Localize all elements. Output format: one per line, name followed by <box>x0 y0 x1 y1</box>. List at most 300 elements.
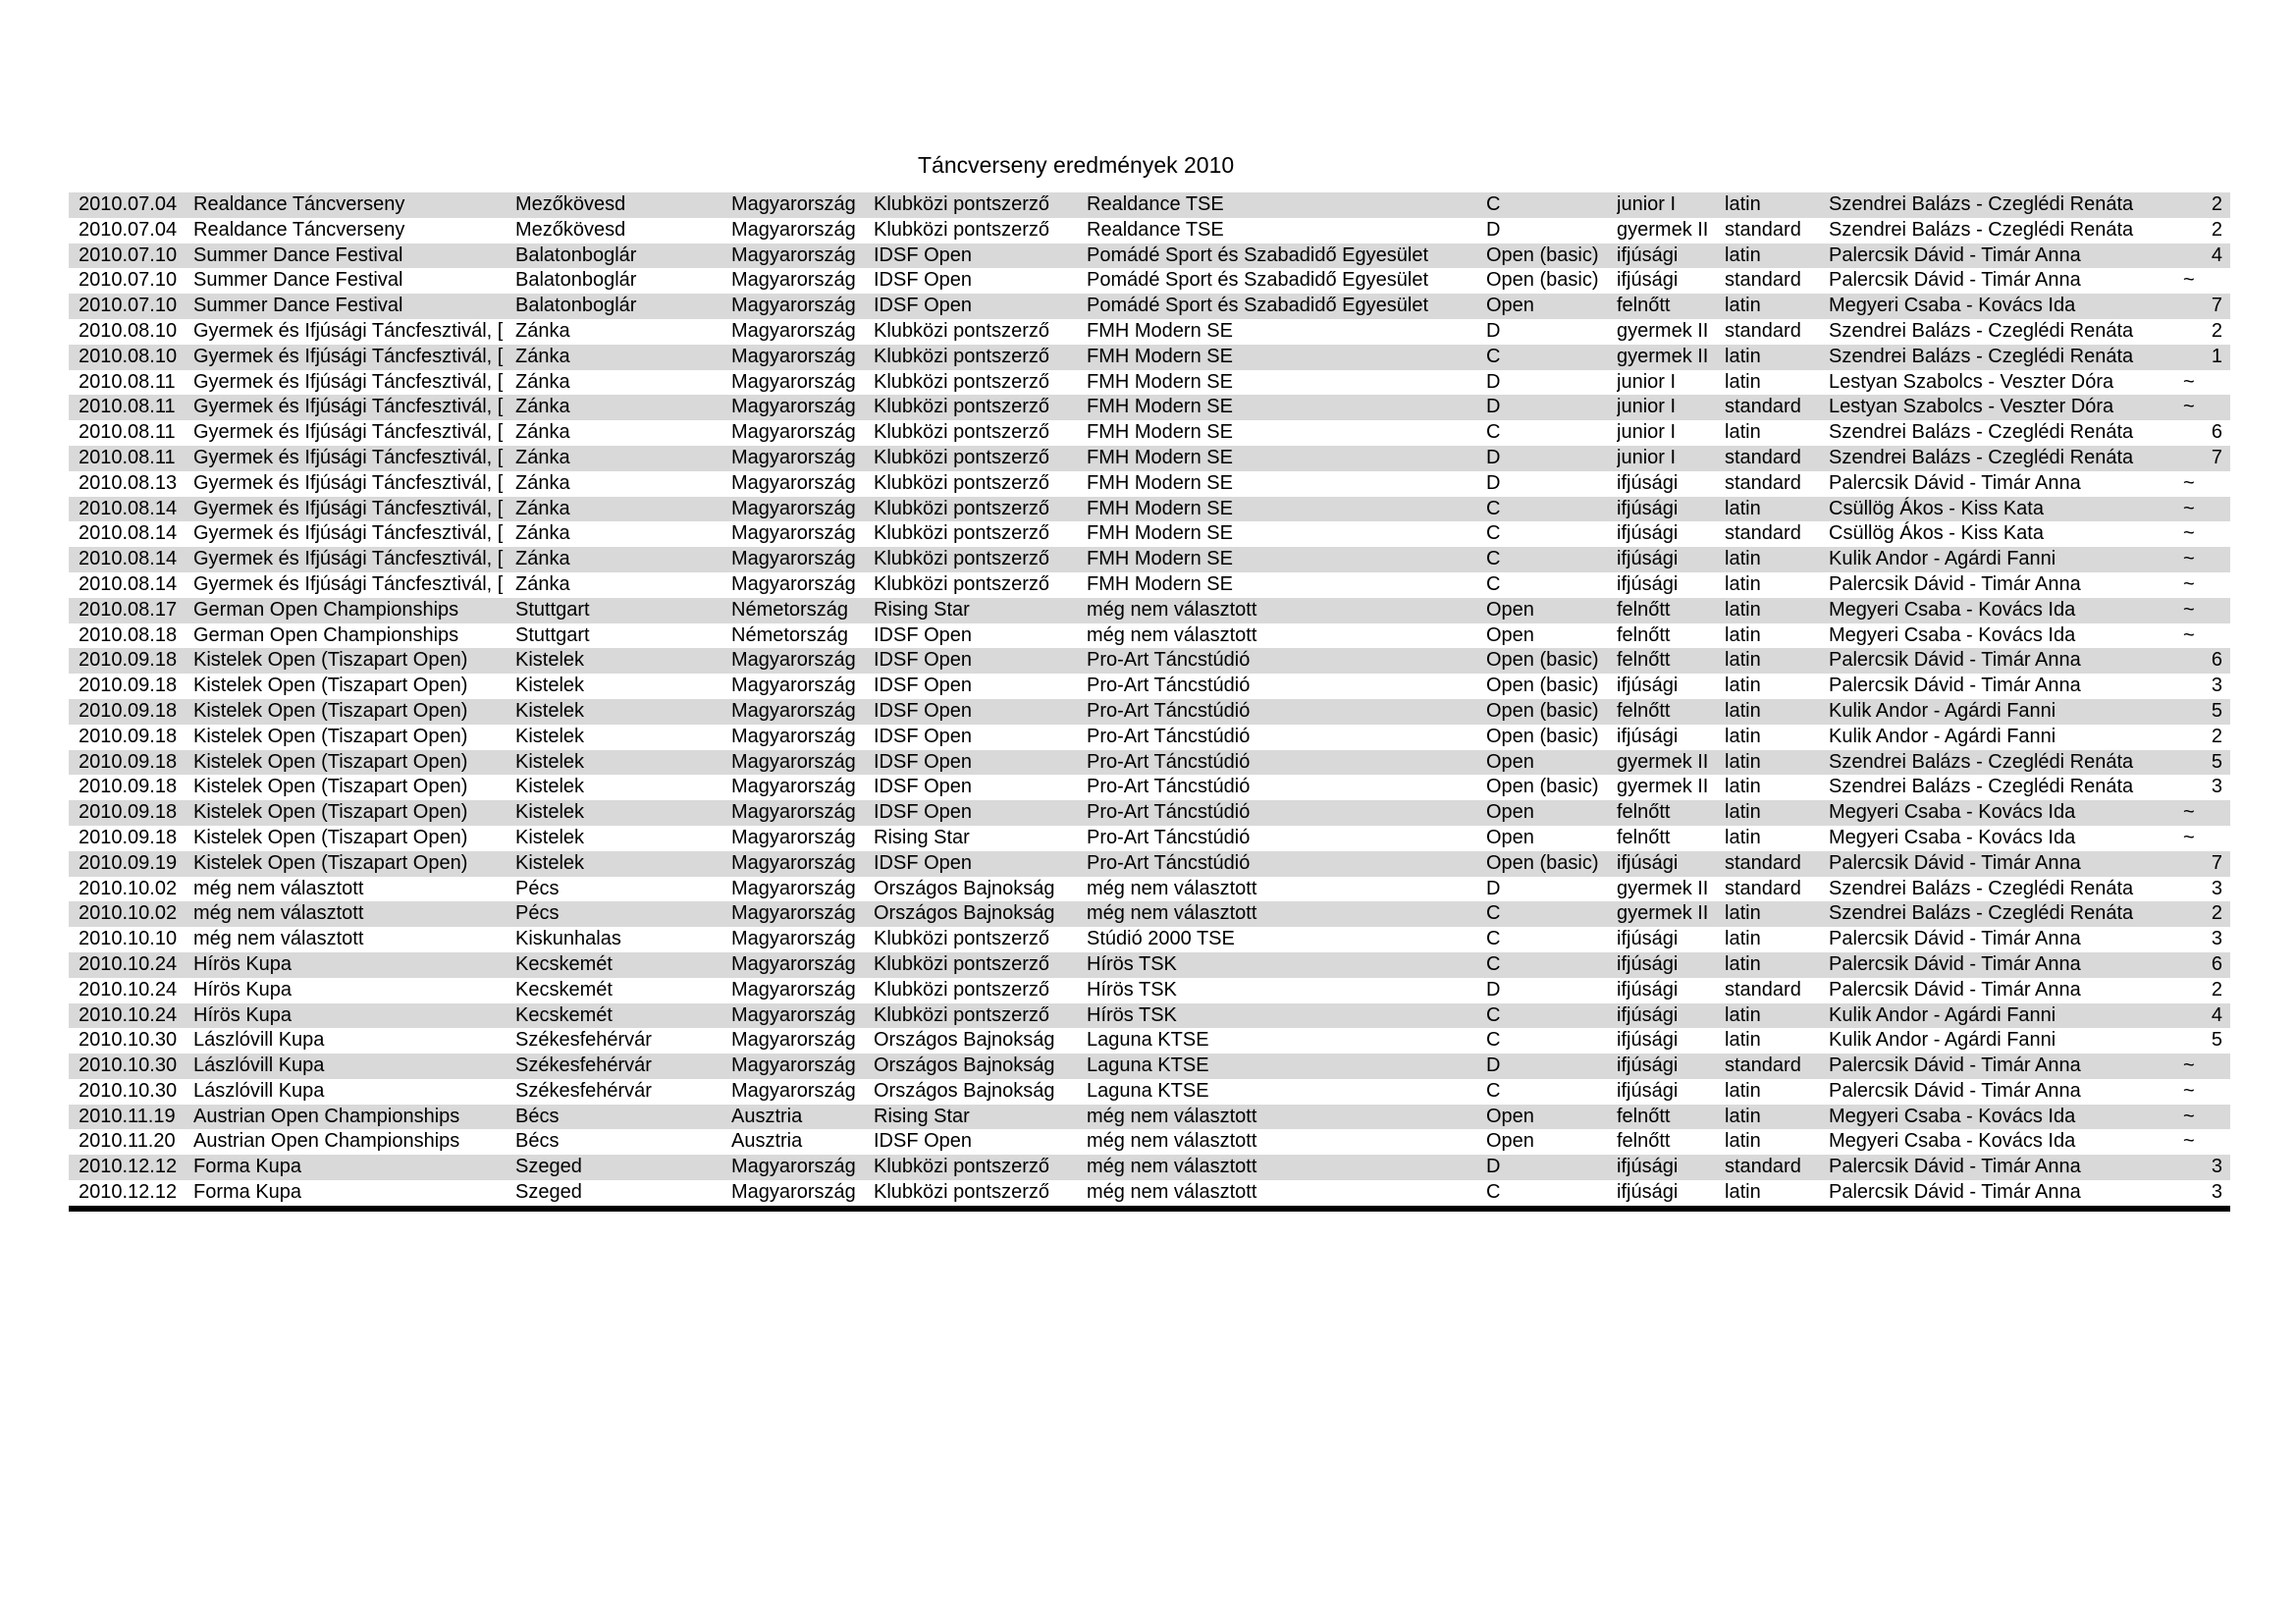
cell-organizer: Pro-Art Táncstúdió <box>1087 851 1251 874</box>
cell-organizer: még nem választott <box>1087 902 1257 925</box>
cell-couple: Kulik Andor - Agárdi Fanni <box>1829 725 2056 747</box>
cell-city: Kistelek <box>515 675 585 697</box>
cell-style: latin <box>1725 1181 1761 1204</box>
cell-class: Open (basic) <box>1486 699 1599 722</box>
cell-country: Magyarország <box>731 978 856 1001</box>
cell-country: Magyarország <box>731 421 856 444</box>
cell-city: Bécs <box>515 1105 560 1127</box>
cell-age: gyermek II <box>1617 750 1709 773</box>
cell-country: Magyarország <box>731 877 856 899</box>
table-row <box>69 446 2230 471</box>
cell-type: Országos Bajnokság <box>874 1029 1055 1052</box>
cell-result: 5 <box>2211 1029 2222 1052</box>
cell-couple: Szendrei Balázs - Czeglédi Renáta <box>1829 218 2134 241</box>
cell-style: latin <box>1725 572 1761 595</box>
table-row <box>69 521 2230 547</box>
cell-city: Székesfehérvár <box>515 1029 652 1052</box>
cell-event: Realdance Táncverseny <box>193 218 405 241</box>
cell-age: felnőtt <box>1617 598 1671 621</box>
cell-date: 2010.08.13 <box>79 471 178 494</box>
cell-class: Open <box>1486 801 1534 824</box>
cell-age: gyermek II <box>1617 902 1709 925</box>
cell-couple: Palercsik Dávid - Timár Anna <box>1829 928 2081 950</box>
cell-date: 2010.08.10 <box>79 345 178 367</box>
cell-event: Gyermek és Ifjúsági Táncfesztivál, [ <box>193 319 504 342</box>
cell-country: Magyarország <box>731 193 856 215</box>
cell-class: C <box>1486 345 1501 367</box>
cell-couple: Palercsik Dávid - Timár Anna <box>1829 572 2081 595</box>
cell-style: latin <box>1725 750 1761 773</box>
cell-age: ifjúsági <box>1617 243 1679 266</box>
cell-style: latin <box>1725 548 1761 570</box>
cell-style: latin <box>1725 902 1761 925</box>
cell-age: gyermek II <box>1617 218 1709 241</box>
cell-country: Magyarország <box>731 902 856 925</box>
cell-type: IDSF Open <box>874 623 973 646</box>
cell-couple: Palercsik Dávid - Timár Anna <box>1829 649 2081 672</box>
cell-country: Magyarország <box>731 801 856 824</box>
cell-result: ~ <box>2183 598 2195 621</box>
cell-event: Gyermek és Ifjúsági Táncfesztivál, [ <box>193 548 504 570</box>
cell-date: 2010.12.12 <box>79 1181 178 1204</box>
cell-class: C <box>1486 1079 1501 1102</box>
cell-city: Kistelek <box>515 725 585 747</box>
cell-event: Kistelek Open (Tiszapart Open) <box>193 801 468 824</box>
cell-date: 2010.07.04 <box>79 193 178 215</box>
cell-city: Zánka <box>515 319 570 342</box>
cell-type: Klubközi pontszerző <box>874 218 1049 241</box>
cell-city: Székesfehérvár <box>515 1079 652 1102</box>
cell-class: D <box>1486 877 1501 899</box>
cell-age: felnőtt <box>1617 649 1671 672</box>
cell-class: C <box>1486 421 1501 444</box>
cell-city: Zánka <box>515 396 570 418</box>
cell-organizer: még nem választott <box>1087 598 1257 621</box>
cell-age: gyermek II <box>1617 345 1709 367</box>
cell-type: IDSF Open <box>874 699 973 722</box>
cell-organizer: Pro-Art Táncstúdió <box>1087 725 1251 747</box>
cell-type: Klubközi pontszerző <box>874 1156 1049 1178</box>
cell-couple: Szendrei Balázs - Czeglédi Renáta <box>1829 776 2134 798</box>
cell-city: Kistelek <box>515 699 585 722</box>
cell-date: 2010.11.20 <box>79 1130 176 1153</box>
cell-country: Magyarország <box>731 826 856 848</box>
cell-country: Magyarország <box>731 548 856 570</box>
cell-couple: Palercsik Dávid - Timár Anna <box>1829 851 2081 874</box>
cell-organizer: Hírös TSK <box>1087 1003 1177 1026</box>
page-title: Táncverseny eredmények 2010 <box>918 152 1235 178</box>
cell-type: Rising Star <box>874 598 970 621</box>
cell-date: 2010.07.10 <box>79 269 178 292</box>
cell-style: latin <box>1725 497 1761 519</box>
cell-country: Magyarország <box>731 675 856 697</box>
table-row <box>69 420 2230 446</box>
cell-result: 3 <box>2211 1181 2222 1204</box>
cell-city: Kistelek <box>515 776 585 798</box>
cell-couple: Csüllög Ákos - Kiss Kata <box>1829 497 2044 519</box>
cell-result: 6 <box>2211 421 2222 444</box>
cell-couple: Palercsik Dávid - Timár Anna <box>1829 1079 2081 1102</box>
cell-city: Stuttgart <box>515 598 590 621</box>
cell-age: ifjúsági <box>1617 851 1679 874</box>
cell-type: IDSF Open <box>874 269 973 292</box>
cell-couple: Palercsik Dávid - Timár Anna <box>1829 1156 2081 1178</box>
cell-result: 5 <box>2211 750 2222 773</box>
cell-organizer: Laguna KTSE <box>1087 1029 1209 1052</box>
cell-date: 2010.08.10 <box>79 319 178 342</box>
cell-date: 2010.10.30 <box>79 1079 178 1102</box>
cell-age: ifjúsági <box>1617 572 1679 595</box>
cell-country: Magyarország <box>731 851 856 874</box>
cell-result: 7 <box>2211 295 2222 317</box>
cell-event: még nem választott <box>193 877 364 899</box>
cell-country: Magyarország <box>731 952 856 975</box>
cell-date: 2010.08.14 <box>79 572 178 595</box>
cell-country: Magyarország <box>731 1003 856 1026</box>
cell-couple: Megyeri Csaba - Kovács Ida <box>1829 1105 2076 1127</box>
cell-type: Klubközi pontszerző <box>874 319 1049 342</box>
cell-organizer: Laguna KTSE <box>1087 1079 1209 1102</box>
table-row <box>69 1079 2230 1105</box>
cell-country: Magyarország <box>731 295 856 317</box>
cell-couple: Kulik Andor - Agárdi Fanni <box>1829 1003 2056 1026</box>
table-row <box>69 192 2230 218</box>
table-row <box>69 1054 2230 1079</box>
cell-class: C <box>1486 928 1501 950</box>
cell-result: ~ <box>2183 1079 2195 1102</box>
cell-date: 2010.08.14 <box>79 497 178 519</box>
cell-style: latin <box>1725 243 1761 266</box>
cell-age: ifjúsági <box>1617 497 1679 519</box>
cell-couple: Kulik Andor - Agárdi Fanni <box>1829 548 2056 570</box>
cell-class: C <box>1486 1029 1501 1052</box>
cell-organizer: Pro-Art Táncstúdió <box>1087 750 1251 773</box>
cell-age: ifjúsági <box>1617 1029 1679 1052</box>
cell-city: Kistelek <box>515 649 585 672</box>
cell-city: Kecskemét <box>515 952 613 975</box>
table-row <box>69 826 2230 851</box>
cell-class: D <box>1486 218 1501 241</box>
cell-class: D <box>1486 319 1501 342</box>
cell-organizer: Pro-Art Táncstúdió <box>1087 699 1251 722</box>
cell-couple: Megyeri Csaba - Kovács Ida <box>1829 598 2076 621</box>
cell-style: standard <box>1725 1156 1801 1178</box>
cell-style: standard <box>1725 471 1801 494</box>
cell-age: junior I <box>1617 446 1677 468</box>
cell-organizer: Pro-Art Táncstúdió <box>1087 675 1251 697</box>
cell-class: C <box>1486 522 1501 545</box>
cell-type: IDSF Open <box>874 1130 973 1153</box>
cell-class: Open <box>1486 598 1534 621</box>
cell-class: Open (basic) <box>1486 725 1599 747</box>
cell-event: Kistelek Open (Tiszapart Open) <box>193 699 468 722</box>
cell-result: 7 <box>2211 446 2222 468</box>
cell-age: ifjúsági <box>1617 725 1679 747</box>
cell-date: 2010.08.11 <box>79 421 176 444</box>
table-row <box>69 268 2230 294</box>
table-row <box>69 243 2230 269</box>
cell-style: standard <box>1725 522 1801 545</box>
cell-city: Zánka <box>515 446 570 468</box>
table-row <box>69 952 2230 978</box>
cell-couple: Kulik Andor - Agárdi Fanni <box>1829 1029 2056 1052</box>
cell-style: standard <box>1725 851 1801 874</box>
cell-event: Austrian Open Championships <box>193 1105 460 1127</box>
cell-age: gyermek II <box>1617 776 1709 798</box>
cell-style: latin <box>1725 952 1761 975</box>
table-row <box>69 674 2230 699</box>
cell-style: latin <box>1725 1079 1761 1102</box>
cell-date: 2010.10.30 <box>79 1029 178 1052</box>
cell-result: 6 <box>2211 952 2222 975</box>
cell-event: Lászlóvill Kupa <box>193 1079 325 1102</box>
cell-organizer: Pro-Art Táncstúdió <box>1087 826 1251 848</box>
cell-city: Stuttgart <box>515 623 590 646</box>
cell-city: Kecskemét <box>515 1003 613 1026</box>
cell-result: 2 <box>2211 902 2222 925</box>
cell-country: Magyarország <box>731 928 856 950</box>
cell-couple: Palercsik Dávid - Timár Anna <box>1829 675 2081 697</box>
cell-organizer: Pro-Art Táncstúdió <box>1087 649 1251 672</box>
cell-class: Open <box>1486 295 1534 317</box>
table-row <box>69 901 2230 927</box>
cell-event: Gyermek és Ifjúsági Táncfesztivál, [ <box>193 572 504 595</box>
cell-city: Szeged <box>515 1156 582 1178</box>
cell-result: 2 <box>2211 218 2222 241</box>
cell-type: Klubközi pontszerző <box>874 978 1049 1001</box>
cell-couple: Palercsik Dávid - Timár Anna <box>1829 1055 2081 1077</box>
cell-class: Open (basic) <box>1486 675 1599 697</box>
cell-style: latin <box>1725 370 1761 393</box>
cell-event: Kistelek Open (Tiszapart Open) <box>193 750 468 773</box>
cell-type: Országos Bajnokság <box>874 902 1055 925</box>
cell-date: 2010.11.19 <box>79 1105 176 1127</box>
cell-age: junior I <box>1617 396 1677 418</box>
cell-result: ~ <box>2183 1130 2195 1153</box>
cell-type: Klubközi pontszerző <box>874 928 1049 950</box>
cell-event: Hírös Kupa <box>193 1003 293 1026</box>
cell-couple: Megyeri Csaba - Kovács Ida <box>1829 801 2076 824</box>
cell-class: D <box>1486 471 1501 494</box>
cell-age: felnőtt <box>1617 1130 1671 1153</box>
cell-result: ~ <box>2183 522 2195 545</box>
cell-result: ~ <box>2183 1105 2195 1127</box>
cell-result: 2 <box>2211 725 2222 747</box>
cell-date: 2010.08.14 <box>79 548 178 570</box>
cell-event: Summer Dance Festival <box>193 295 403 317</box>
cell-date: 2010.09.19 <box>79 851 178 874</box>
cell-result: 3 <box>2211 675 2222 697</box>
cell-date: 2010.10.30 <box>79 1055 178 1077</box>
cell-age: felnőtt <box>1617 623 1671 646</box>
cell-style: latin <box>1725 1029 1761 1052</box>
cell-couple: Palercsik Dávid - Timár Anna <box>1829 1181 2081 1204</box>
cell-organizer: még nem választott <box>1087 1156 1257 1178</box>
cell-city: Mezőkövesd <box>515 218 626 241</box>
cell-country: Magyarország <box>731 269 856 292</box>
cell-event: Kistelek Open (Tiszapart Open) <box>193 851 468 874</box>
cell-type: Klubközi pontszerző <box>874 396 1049 418</box>
cell-country: Magyarország <box>731 522 856 545</box>
cell-type: IDSF Open <box>874 295 973 317</box>
cell-class: C <box>1486 902 1501 925</box>
cell-country: Magyarország <box>731 1156 856 1178</box>
cell-age: ifjúsági <box>1617 1055 1679 1077</box>
cell-class: D <box>1486 446 1501 468</box>
table-row <box>69 725 2230 750</box>
cell-city: Zánka <box>515 548 570 570</box>
cell-organizer: Hírös TSK <box>1087 952 1177 975</box>
table-row <box>69 345 2230 370</box>
cell-result: 7 <box>2211 851 2222 874</box>
cell-event: Gyermek és Ifjúsági Táncfesztivál, [ <box>193 522 504 545</box>
cell-type: Országos Bajnokság <box>874 1055 1055 1077</box>
cell-result: ~ <box>2183 370 2195 393</box>
cell-organizer: FMH Modern SE <box>1087 396 1233 418</box>
cell-class: Open (basic) <box>1486 269 1599 292</box>
cell-age: ifjúsági <box>1617 471 1679 494</box>
cell-event: Forma Kupa <box>193 1181 302 1204</box>
cell-couple: Palercsik Dávid - Timár Anna <box>1829 978 2081 1001</box>
cell-organizer: Pro-Art Táncstúdió <box>1087 776 1251 798</box>
cell-age: junior I <box>1617 193 1677 215</box>
cell-style: latin <box>1725 826 1761 848</box>
cell-organizer: Pro-Art Táncstúdió <box>1087 801 1251 824</box>
cell-age: felnőtt <box>1617 826 1671 848</box>
cell-type: Klubközi pontszerző <box>874 1003 1049 1026</box>
cell-date: 2010.10.02 <box>79 902 178 925</box>
cell-result: ~ <box>2183 1055 2195 1077</box>
cell-result: ~ <box>2183 826 2195 848</box>
cell-city: Zánka <box>515 522 570 545</box>
cell-couple: Szendrei Balázs - Czeglédi Renáta <box>1829 345 2134 367</box>
cell-age: felnőtt <box>1617 295 1671 317</box>
cell-age: ifjúsági <box>1617 548 1679 570</box>
cell-age: gyermek II <box>1617 319 1709 342</box>
cell-event: Gyermek és Ifjúsági Táncfesztivál, [ <box>193 446 504 468</box>
cell-style: standard <box>1725 978 1801 1001</box>
cell-class: C <box>1486 548 1501 570</box>
cell-country: Magyarország <box>731 471 856 494</box>
cell-organizer: Pomádé Sport és Szabadidő Egyesület <box>1087 243 1428 266</box>
cell-style: latin <box>1725 649 1761 672</box>
cell-event: még nem választott <box>193 928 364 950</box>
cell-country: Magyarország <box>731 243 856 266</box>
cell-event: még nem választott <box>193 902 364 925</box>
cell-event: Gyermek és Ifjúsági Táncfesztivál, [ <box>193 471 504 494</box>
cell-result: ~ <box>2183 623 2195 646</box>
cell-type: IDSF Open <box>874 725 973 747</box>
cell-date: 2010.09.18 <box>79 699 178 722</box>
cell-type: IDSF Open <box>874 776 973 798</box>
cell-country: Magyarország <box>731 218 856 241</box>
cell-event: Realdance Táncverseny <box>193 193 405 215</box>
cell-style: latin <box>1725 295 1761 317</box>
cell-result: 3 <box>2211 928 2222 950</box>
cell-organizer: FMH Modern SE <box>1087 522 1233 545</box>
cell-country: Magyarország <box>731 776 856 798</box>
cell-style: latin <box>1725 598 1761 621</box>
cell-event: Gyermek és Ifjúsági Táncfesztivál, [ <box>193 370 504 393</box>
cell-country: Ausztria <box>731 1130 803 1153</box>
cell-class: Open <box>1486 1130 1534 1153</box>
cell-age: felnőtt <box>1617 699 1671 722</box>
cell-event: Kistelek Open (Tiszapart Open) <box>193 776 468 798</box>
cell-organizer: FMH Modern SE <box>1087 548 1233 570</box>
cell-city: Zánka <box>515 471 570 494</box>
table-row <box>69 1003 2230 1029</box>
cell-city: Balatonboglár <box>515 295 637 317</box>
cell-result: 4 <box>2211 1003 2222 1026</box>
cell-result: 3 <box>2211 1156 2222 1178</box>
cell-age: ifjúsági <box>1617 675 1679 697</box>
cell-date: 2010.08.14 <box>79 522 178 545</box>
cell-class: C <box>1486 572 1501 595</box>
cell-style: latin <box>1725 675 1761 697</box>
cell-class: Open (basic) <box>1486 851 1599 874</box>
table-row <box>69 547 2230 572</box>
cell-style: latin <box>1725 421 1761 444</box>
table-row <box>69 370 2230 396</box>
cell-style: latin <box>1725 928 1761 950</box>
cell-result: 3 <box>2211 877 2222 899</box>
cell-type: Országos Bajnokság <box>874 877 1055 899</box>
cell-age: ifjúsági <box>1617 269 1679 292</box>
cell-couple: Szendrei Balázs - Czeglédi Renáta <box>1829 446 2134 468</box>
cell-type: Klubközi pontszerző <box>874 497 1049 519</box>
cell-type: Klubközi pontszerző <box>874 471 1049 494</box>
cell-date: 2010.10.24 <box>79 978 178 1001</box>
table-row <box>69 294 2230 319</box>
cell-organizer: még nem választott <box>1087 623 1257 646</box>
cell-type: Klubközi pontszerző <box>874 345 1049 367</box>
cell-date: 2010.10.02 <box>79 877 178 899</box>
table-row <box>69 319 2230 345</box>
cell-style: latin <box>1725 776 1761 798</box>
cell-couple: Lestyan Szabolcs - Veszter Dóra <box>1829 396 2114 418</box>
cell-class: Open <box>1486 750 1534 773</box>
cell-age: ifjúsági <box>1617 952 1679 975</box>
cell-country: Magyarország <box>731 319 856 342</box>
cell-class: D <box>1486 1156 1501 1178</box>
cell-result: ~ <box>2183 572 2195 595</box>
cell-organizer: Realdance TSE <box>1087 218 1224 241</box>
cell-country: Magyarország <box>731 1079 856 1102</box>
cell-class: C <box>1486 952 1501 975</box>
cell-organizer: FMH Modern SE <box>1087 370 1233 393</box>
cell-type: IDSF Open <box>874 243 973 266</box>
cell-date: 2010.09.18 <box>79 675 178 697</box>
cell-country: Németország <box>731 623 848 646</box>
cell-class: Open <box>1486 1105 1534 1127</box>
cell-date: 2010.07.10 <box>79 295 178 317</box>
cell-class: C <box>1486 193 1501 215</box>
cell-couple: Palercsik Dávid - Timár Anna <box>1829 269 2081 292</box>
cell-date: 2010.09.18 <box>79 826 178 848</box>
table-row <box>69 497 2230 522</box>
cell-result: 2 <box>2211 319 2222 342</box>
cell-style: standard <box>1725 446 1801 468</box>
cell-city: Zánka <box>515 421 570 444</box>
cell-age: ifjúsági <box>1617 1181 1679 1204</box>
cell-city: Kistelek <box>515 851 585 874</box>
cell-city: Kiskunhalas <box>515 928 621 950</box>
cell-age: junior I <box>1617 370 1677 393</box>
cell-style: standard <box>1725 1055 1801 1077</box>
cell-type: Klubközi pontszerző <box>874 952 1049 975</box>
table-row <box>69 1129 2230 1155</box>
cell-city: Zánka <box>515 572 570 595</box>
